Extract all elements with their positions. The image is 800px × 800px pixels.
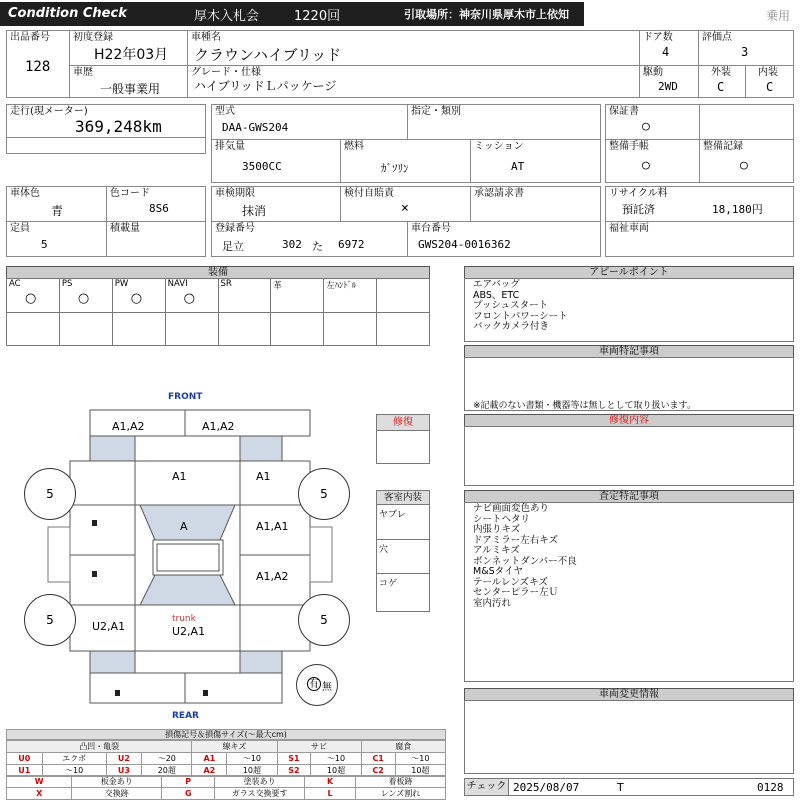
capacity-cell: 定員 5 [6,221,107,257]
lot-cell: 出品番号 128 [6,30,70,98]
pickup-location: 引取場所：神奈川県厚木市上依知 [404,8,569,21]
exterior-cell: 外装 C [698,65,746,98]
mark-front-left: A1,A2 [112,420,145,433]
drive-cell: 駆動 2WD [639,65,699,98]
displacement-cell: 排気量 3500CC [211,139,341,183]
notes-line: ナビ画面変色あり [473,503,550,514]
legend-desc: 〜20 [142,753,192,765]
equipment-item-name: AC [9,279,21,289]
spare-present: 有 [309,679,319,690]
appeal-line: ABS、ETC [473,289,520,301]
appeal-line: フロントパワーシート [473,310,568,322]
record-cell: 整備記録 ○ [699,139,794,183]
trunk-label: trunk [172,614,196,624]
legend-group-2: 線キズ [192,741,277,753]
check-label: チェック [465,779,509,795]
mark-hood-right: A1 [256,470,271,483]
equipment-item-name: PW [114,279,129,289]
check-number: 0128 [757,781,784,794]
repair-side-title: 修復 [377,415,429,431]
legend-code: L [305,788,356,800]
equipment-item-value: ○ [183,291,195,306]
legend-code: A1 [192,753,227,765]
manual-cell: 整備手帳 ○ [605,139,700,183]
color-code-cell: 色コード 8S6 [106,186,206,222]
mileage-value: 369,248km [75,117,162,136]
changes-title: 車両変更情報 [464,688,794,701]
handle-mark-2 [92,571,97,577]
equipment-item-name: PS [61,279,73,289]
compulsory-cell: 検付自賠責 × [340,186,471,222]
mark-hood-left: A1 [172,470,187,483]
handle-mark-3 [115,690,120,696]
front-label: FRONT [168,392,203,402]
repair-title: 修復内容 [464,414,794,427]
mission-cell: ミッション AT [470,139,601,183]
footer-check [464,778,794,796]
tire-front-left: 5 [24,468,76,520]
chassis-cell: 車台番号 GWS204-0016362 [407,221,601,257]
equipment-item [113,279,166,312]
legend-desc: 20超 [142,765,192,777]
equipment-item-value: ○ [130,291,143,306]
legend-code: X [7,788,72,800]
notes-line: センターピラー左Ｕ [473,587,559,598]
legend-desc: 交換跡 [72,788,162,800]
auction-name: 厚木入札会 [194,9,260,24]
history-cell: 車歴 一般事業用 [69,65,188,98]
mark-door-rr: A1,A2 [256,570,289,583]
legend-desc: 板金あり [72,776,162,788]
legend-desc: 10超 [227,765,277,777]
first-reg-cell: 初度登録 H22年03月 [69,30,188,66]
legend-code: G [162,788,215,800]
tire-rear-right: 5 [298,594,350,646]
spare-absent: 無 [322,682,332,693]
notes-line: アルミキズ [473,545,520,556]
recycle-cell: リサイクル料 預託済 18,180円 [605,186,794,222]
designation-cell: 指定・類別 [407,104,601,140]
cabin-box [376,490,430,612]
load-cell: 積載量 [106,221,206,257]
notes-line: 室内汚れ [473,597,512,609]
legend-code: P [162,776,215,788]
legend-code: C1 [361,753,395,765]
legend-table-2 [6,775,446,800]
rating-cell: 評価点 3 [698,30,794,66]
fuel-cell: 燃料 ｶﾞｿﾘﾝ [340,139,471,183]
legend-code: A2 [192,765,227,777]
plate-cell: 登録番号 足立 302 た 6972 [211,221,408,257]
lot-number: 128 [25,59,51,75]
equipment-item-name: 革 [273,281,282,291]
legend-code: U3 [106,765,142,777]
mark-front-right: A1,A2 [202,420,235,433]
legend-desc: 10超 [395,765,445,777]
doors-cell: ドア数 4 [639,30,699,66]
welfare-cell: 福祉車両 [605,221,794,257]
legend-code: W [7,776,72,788]
legend-desc: 塗装あり [215,776,305,788]
equipment-item [7,279,60,312]
approval-cell: 承認請求書 [470,186,601,222]
equipment-item-value: ○ [25,291,37,306]
legend-group-3: サビ [277,741,361,753]
appeal-line: エアバッグ [473,279,520,290]
appeal-line: プッシュスタート [473,300,549,311]
cabin-title: 客室内装 [377,491,429,505]
legend-desc: 着板跡 [356,776,446,788]
legend-desc: エクボ [42,753,106,765]
legend-desc: レンズ割れ [356,788,446,800]
rear-label: REAR [172,711,199,721]
equipment-item [219,279,272,312]
legend-code: U1 [7,765,43,777]
notes-box [464,502,794,682]
color-cell: 車体色 青 [6,186,107,222]
special-title: 車両特記事項 [464,345,794,358]
changes-box [464,700,794,774]
category-label: 乗用 [766,9,791,23]
appeal-box [464,278,794,342]
equipment-title: 装備 [6,266,430,279]
header-bar [0,0,800,28]
repair-side-box [376,414,430,464]
session-number: 1220回 [294,9,341,24]
equipment-item-name: NAVI [167,279,188,289]
special-box [464,357,794,411]
notes-line: M&Sタイヤ [473,566,523,577]
notes-line: テールレンズキズ [473,576,548,588]
first-reg-value: H22年03月 [94,47,169,63]
inspection-cell: 車検期限 抹消 [211,186,341,222]
notes-line: シートヘタリ [473,513,531,525]
legend-code: S2 [277,765,311,777]
cabin-row-1: ヤブレ [379,510,406,520]
check-date: 2025/08/07 [513,781,580,794]
equipment-item [271,279,324,312]
mark-roof: A [180,520,188,533]
legend-desc: 〜10 [395,753,445,765]
notes-title: 査定特記事項 [464,490,794,503]
spare-indicator [296,664,338,706]
handle-mark-1 [92,520,97,526]
legend-group-1: 凸凹・亀裂 [7,741,192,753]
equipment-item [324,279,377,312]
legend-code: U2 [106,753,142,765]
legend-group-4: 腐食 [361,741,445,753]
equipment-item-name: SR [220,279,232,289]
special-note: ※記載のない書類・機器等は無しとして取り扱います。 [473,401,696,411]
repair-box [464,426,794,486]
notes-line: ボンネットダンパー不良 [473,555,577,567]
legend-code: K [305,776,356,788]
equipment-item [377,279,429,312]
cabin-row-2: 穴 [379,545,389,555]
warranty-cell: 保証書 ○ [605,104,794,140]
legend-desc: 〜10 [42,765,106,777]
legend-code: C2 [361,765,395,777]
legend-code: S1 [277,753,311,765]
mark-rear-left: U2,A1 [92,620,126,633]
legend-code: U0 [7,753,43,765]
legend-table-1 [6,740,446,777]
notes-line: 内張りキズ [473,524,521,535]
notes-line: ドアミラー左右キズ [473,534,559,546]
header-title: Condition Check [8,6,127,21]
equipment-grid [6,278,430,346]
legend-desc: 〜10 [311,753,361,765]
model-name-value: クラウンハイブリッド [194,46,342,64]
equipment-item [60,279,113,312]
equipment-item-value: ○ [77,291,90,306]
equipment-item-name: 左ﾊﾝﾄﾞﾙ [326,281,357,291]
tire-front-right: 5 [298,468,350,520]
cabin-row-3: コゲ [379,579,398,589]
mark-trunk: U2,A1 [172,625,206,638]
equipment-item [166,279,219,312]
legend-desc: ガラス交換要す [215,788,305,800]
legend-desc: 10超 [311,765,361,777]
tire-rear-left: 5 [24,594,76,646]
interior-cell: 内装 C [745,65,794,98]
checker: T [617,781,624,794]
handle-mark-4 [203,690,208,696]
appeal-line: バックカメラ付き [473,321,550,332]
appeal-title: アピールポイント [464,266,794,279]
mark-door-fr: A1,A1 [256,520,289,533]
mileage-cell: 走行(現メーター) 369,248km [6,104,206,154]
type-cell: 型式 DAA-GWS204 [211,104,408,140]
legend-title: 損傷記号＆損傷サイズ(〜最大cm) [6,729,446,740]
legend-desc: 〜10 [227,753,277,765]
model-name-cell: 車種名 クラウンハイブリッド [187,30,640,66]
grade-cell: グレード・仕様 ハイブリッドＬパッケージ [187,65,640,98]
